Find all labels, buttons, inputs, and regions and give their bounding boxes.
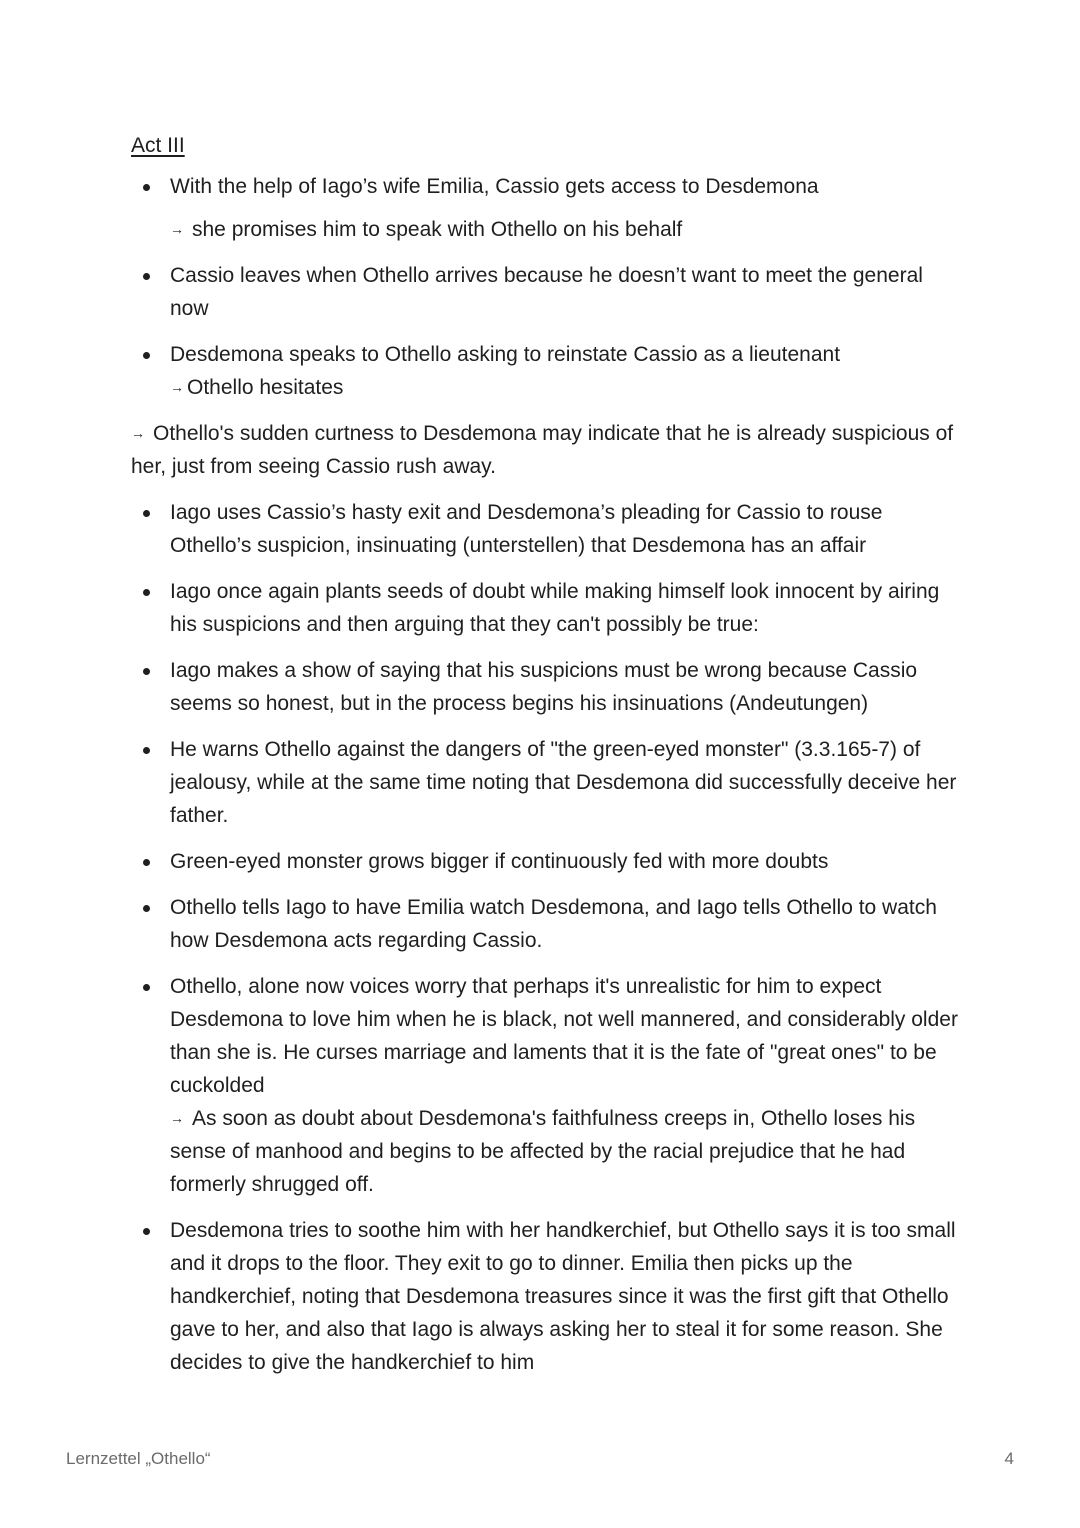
list-item-text: Green-eyed monster grows bigger if continuously fed with more doubts — [170, 850, 829, 873]
list-item — [131, 891, 961, 957]
list-item — [131, 1214, 961, 1379]
list-item-text: Iago uses Cassio’s hasty exit and Desdemona’s pleading for Cassio to rouse Othello’s suspicion, insinuating (unterstellen) that Desdemona has an affair — [170, 501, 883, 557]
list-item — [131, 733, 961, 832]
bullet-icon — [143, 747, 150, 754]
sub-point-text: she promises him to speak with Othello on his behalf — [192, 218, 683, 241]
arrow-icon: → — [170, 221, 184, 237]
list-item-text: Cassio leaves when Othello arrives because he doesn’t want to meet the general now — [170, 264, 923, 320]
list-item-text: Iago makes a show of saying that his suspicions must be wrong because Cassio seems so honest, but in the process begins his insinuations (Andeutungen) — [170, 659, 918, 715]
list-item — [131, 845, 961, 878]
bullet-icon — [143, 352, 150, 359]
bullet-icon — [143, 905, 150, 912]
sub-point — [170, 213, 961, 246]
section-heading: Act III — [131, 134, 185, 157]
arrow-icon: → — [170, 1110, 184, 1126]
note-text: Othello's sudden curtness to Desdemona may indicate that he is already suspicious of her, just from seeing Cassio rush away. — [131, 422, 954, 478]
list-item-text: With the help of Iago’s wife Emilia, Cassio gets access to Desdemona — [170, 175, 819, 198]
bullet-icon — [143, 984, 150, 991]
document-body — [131, 132, 961, 1392]
bullet-icon — [143, 589, 150, 596]
list-item — [131, 170, 961, 246]
arrow-icon: → — [170, 379, 184, 395]
page-number: 4 — [1004, 1449, 1014, 1468]
list-item — [131, 338, 961, 404]
bullet-icon — [143, 510, 150, 517]
list-item-text: Desdemona speaks to Othello asking to reinstate Cassio as a lieutenant — [170, 343, 841, 366]
note-paragraph — [131, 417, 961, 483]
arrow-icon: → — [131, 425, 145, 441]
bullet-list — [131, 496, 961, 1379]
list-item — [131, 496, 961, 562]
sub-point-text: Othello hesitates — [187, 376, 344, 399]
footer-title: Lernzettel „Othello“ — [66, 1449, 211, 1468]
list-item-text: Othello tells Iago to have Emilia watch Desdemona, and Iago tells Othello to watch how Desdemona acts regarding Cassio. — [170, 896, 937, 952]
list-item-text: Othello, alone now voices worry that perhaps it's unrealistic for him to expect Desdemona to love him when he is black, not well mannered, and considerably older than she is. He curses marriage and laments that it is the fate of "great ones" to be cuckolded — [170, 975, 958, 1097]
list-item — [131, 575, 961, 641]
list-item — [131, 259, 961, 325]
sub-point — [170, 1102, 961, 1201]
bullet-list — [131, 170, 961, 404]
list-item-text: Desdemona tries to soothe him with her handkerchief, but Othello says it is too small and it drops to the floor. They exit to go to dinner. Emilia then picks up the handkerchief, noting that Desdemona treasures since it was the first gift that Othello gave to her, and also that Iago is always asking her to steal it for some reason. She decides to give the handkerchief to him — [170, 1219, 956, 1374]
sub-point-text: As soon as doubt about Desdemona's faithfulness creeps in, Othello loses his sense of manhood and begins to be affected by the racial prejudice that he had formerly shrugged off. — [170, 1107, 916, 1196]
sub-point — [170, 371, 961, 404]
list-item — [131, 654, 961, 720]
bullet-icon — [143, 1228, 150, 1235]
bullet-icon — [143, 859, 150, 866]
bullet-icon — [143, 273, 150, 280]
list-item-text: Iago once again plants seeds of doubt while making himself look innocent by airing his suspicions and then arguing that they can't possibly be true: — [170, 580, 940, 636]
list-item — [131, 970, 961, 1201]
list-item-text: He warns Othello against the dangers of "the green-eyed monster" (3.3.165-7) of jealousy, while at the same time noting that Desdemona did successfully deceive her father. — [170, 738, 957, 827]
bullet-icon — [143, 668, 150, 675]
bullet-icon — [143, 184, 150, 191]
